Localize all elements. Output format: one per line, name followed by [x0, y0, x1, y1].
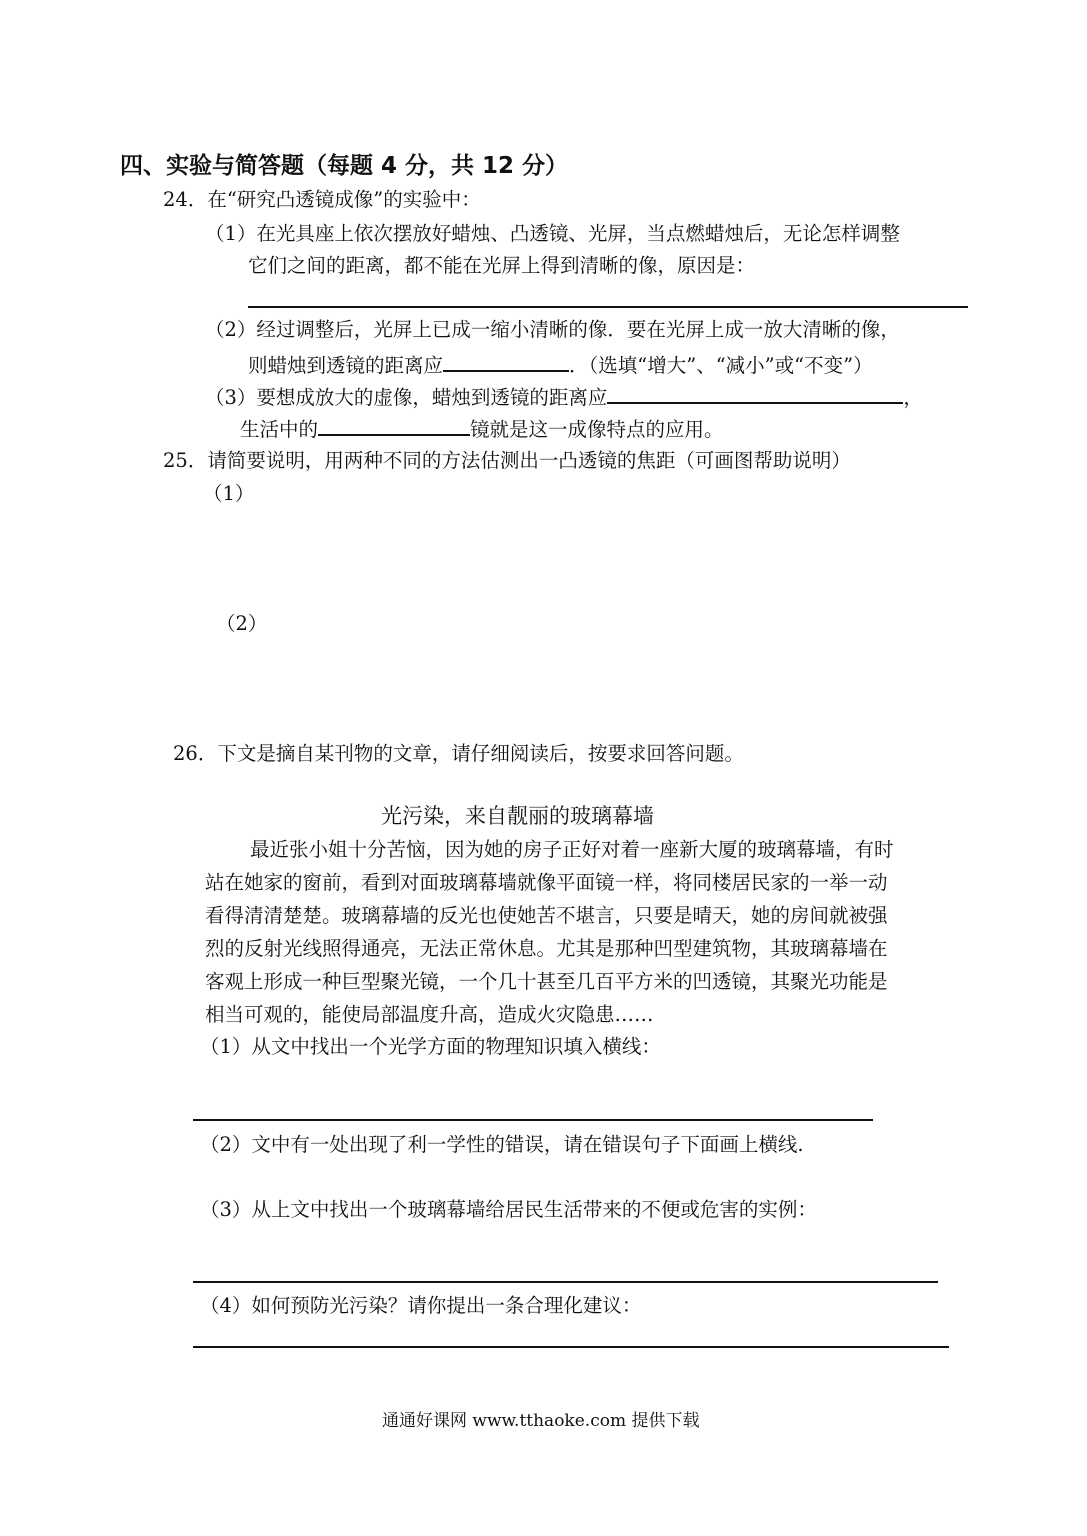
q24-part3-blank-mirror[interactable] [318, 416, 470, 436]
article-line-4: 烈的反射光线照得通亮，无法正常休息。尤其是那种凹型建筑物，其玻璃幕墙在 [205, 937, 888, 960]
q24-part3-text-c: 生活中的 [240, 418, 319, 441]
q26-sub4: （4）如何预防光污染？请你提出一条合理化建议： [200, 1294, 642, 1317]
q24-part2-text-b: ．（选填“增大”、“减小”或“不变”） [569, 354, 873, 377]
article-line-3: 看得清清楚楚。玻璃幕墙的反光也使她苦不堪言，只要是晴天，她的房间就被强 [205, 904, 888, 927]
q24-part1-line1: （1）在光具座上依次摆放好蜡烛、凸透镜、光屏，当点燃蜡烛后，无论怎样调整 [205, 222, 900, 245]
q26-sub4-answer-line[interactable] [193, 1346, 949, 1348]
q25-label-1: （1） [203, 482, 255, 505]
q26-stem: 26．下文是摘自某刊物的文章，请仔细阅读后，按要求回答问题。 [173, 742, 744, 765]
q24-part3-line2 [240, 416, 724, 442]
q24-part3-text-d: 镜就是这一成像特点的应用。 [470, 418, 724, 441]
q26-sub1-answer-line[interactable] [193, 1119, 873, 1121]
q26-sub3: （3）从上文中找出一个玻璃幕墙给居民生活带来的不便或危害的实例： [200, 1198, 817, 1221]
footer-credit: 通通好课网 www.tthaoke.com 提供下载 [382, 1411, 700, 1431]
q24-stem: 24．在“研究凸透镜成像”的实验中： [163, 188, 481, 211]
q24-part2-line1: （2）经过调整后，光屏上已成一缩小清晰的像．要在光屏上成一放大清晰的像， [205, 318, 900, 341]
q24-part3-line1 [205, 384, 923, 410]
q24-part1-answer-line[interactable] [248, 306, 968, 308]
q24-part3-text-b: ， [903, 386, 923, 409]
q24-part2-text-a: 则蜡烛到透镜的距离应 [248, 354, 444, 377]
q25-label-2: （2） [216, 612, 268, 635]
article-line-2: 站在她家的窗前，看到对面玻璃幕墙就像平面镜一样，将同楼居民家的一举一动 [205, 871, 888, 894]
q24-part2-blank[interactable] [443, 352, 569, 372]
section-heading: 四、实验与简答题（每题 4 分，共 12 分） [120, 153, 569, 179]
article-line-6: 相当可观的，能使局部温度升高，造成火灾隐患…… [205, 1003, 654, 1026]
q25-stem: 25．请简要说明，用两种不同的方法估测出一凸透镜的焦距（可画图帮助说明） [163, 449, 851, 472]
article-title: 光污染，来自靓丽的玻璃幕墙 [381, 804, 654, 828]
q24-part3-blank-distance[interactable] [607, 384, 903, 404]
q26-sub3-answer-line[interactable] [193, 1281, 938, 1283]
q26-sub1: （1）从文中找出一个光学方面的物理知识填入横线： [200, 1035, 661, 1058]
article-line-1: 最近张小姐十分苦恼，因为她的房子正好对着一座新大厦的玻璃幕墙，有时 [250, 838, 894, 861]
q24-part1-line2: 它们之间的距离，都不能在光屏上得到清晰的像，原因是： [248, 254, 756, 277]
q24-part3-text-a: （3）要想成放大的虚像，蜡烛到透镜的距离应 [205, 386, 608, 409]
q24-part2-line2 [248, 352, 873, 378]
q26-sub2: （2）文中有一处出现了利一学性的错误，请在错误句子下面画上横线. [200, 1133, 804, 1156]
article-line-5: 客观上形成一种巨型聚光镜，一个几十甚至几百平方米的凹透镜，其聚光功能是 [205, 970, 888, 993]
